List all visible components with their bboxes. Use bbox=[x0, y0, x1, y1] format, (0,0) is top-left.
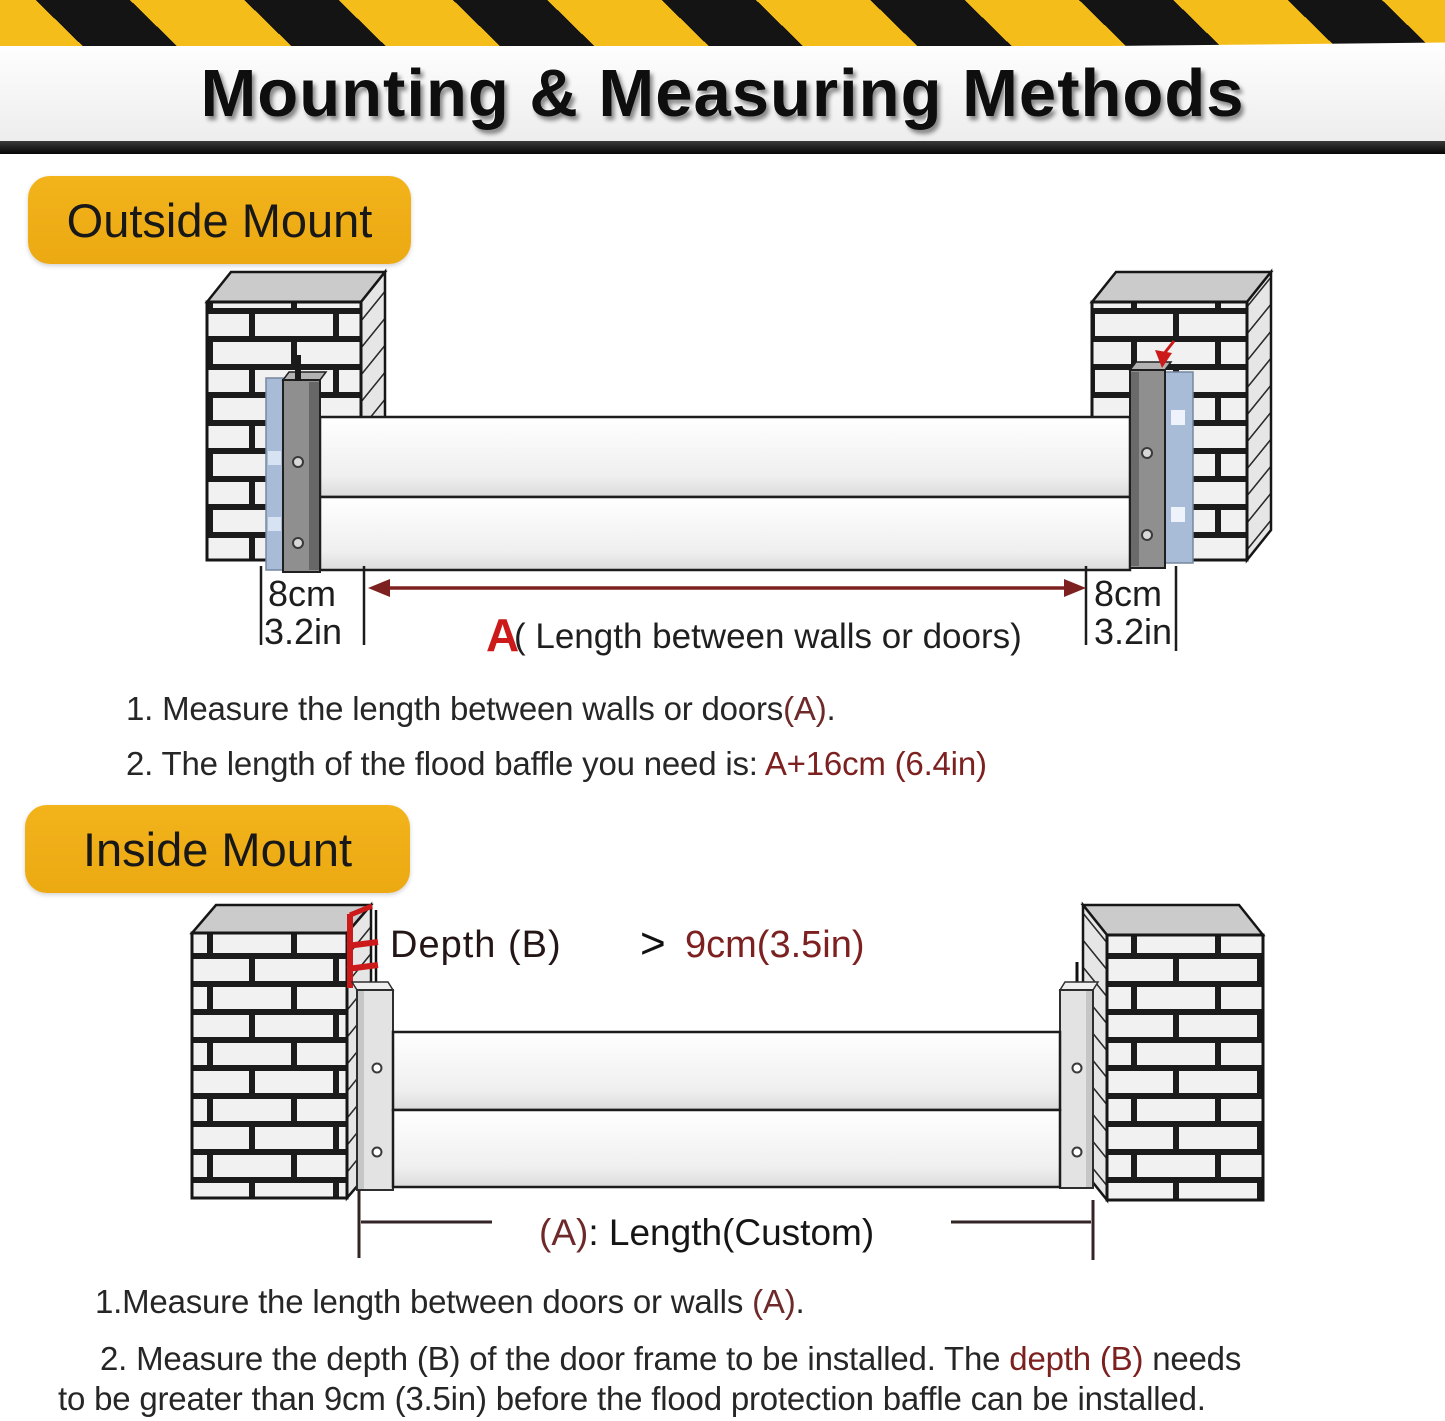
outside-right-wall-rail bbox=[1165, 372, 1193, 563]
outside-mount-badge bbox=[28, 176, 411, 264]
page-title: Mounting & Measuring Methods bbox=[200, 56, 1245, 131]
screw-icon bbox=[373, 1148, 382, 1157]
depth-value-label: 9cm(3.5in) bbox=[685, 924, 865, 966]
right-gap-cm-label: 8cm bbox=[1094, 573, 1163, 614]
screw-icon bbox=[1142, 530, 1152, 540]
outside-step-2: 2. The length of the flood baffle you need is: A+16cm (6.4in) bbox=[126, 745, 987, 782]
inside-right-brick-pillar bbox=[1083, 905, 1263, 1200]
depth-label: Depth (B) bbox=[390, 924, 562, 966]
right-gap-in-label: 3.2in bbox=[1094, 611, 1173, 652]
inside-left-brick-pillar bbox=[192, 905, 371, 1198]
inside-length-annotation bbox=[359, 1190, 1093, 1260]
screw-icon bbox=[1073, 1148, 1082, 1157]
outside-step-1: 1. Measure the length between walls or doors(A). bbox=[126, 690, 836, 727]
inside-mount-badge-label: Inside Mount bbox=[82, 822, 353, 876]
outside-mount-steps bbox=[126, 690, 1276, 800]
span-description-label: ( Length between walls or doors) bbox=[514, 617, 1022, 656]
inside-step-2-line-1: 2. Measure the depth (B) of the door frame to be installed. The depth (B) needs bbox=[100, 1340, 1242, 1377]
length-label: : Length(Custom) bbox=[588, 1212, 875, 1253]
inside-mount-badge bbox=[25, 805, 410, 893]
screw-icon bbox=[1142, 448, 1152, 458]
inside-mount-steps bbox=[58, 1282, 1398, 1419]
screw-icon bbox=[1073, 1064, 1082, 1073]
outside-left-mounting-channel bbox=[283, 355, 326, 572]
inside-step-2-line-2: to be greater than 9cm (3.5in) before the flood protection baffle can be installed. bbox=[58, 1380, 1206, 1417]
inside-step-1: 1.Measure the length between doors or walls (A). bbox=[95, 1283, 805, 1320]
title-divider-bar bbox=[0, 141, 1445, 154]
outside-mount-diagram bbox=[0, 255, 1445, 660]
svg-text:(A): Length(Custom) bbox=[539, 1212, 874, 1253]
greater-than-symbol: > bbox=[640, 919, 666, 968]
screw-icon bbox=[293, 538, 303, 548]
left-gap-in-label: 3.2in bbox=[264, 611, 343, 652]
screw-icon bbox=[293, 457, 303, 467]
outside-dimension-annotation bbox=[261, 566, 1176, 660]
length-letter-label: (A) bbox=[539, 1212, 589, 1253]
inside-right-mounting-channel bbox=[1060, 962, 1098, 1188]
anchor-pin-icon bbox=[295, 355, 301, 381]
inside-flood-barrier-boards bbox=[393, 1032, 1060, 1187]
inside-left-mounting-channel bbox=[352, 982, 393, 1190]
outside-left-wall-rail bbox=[266, 378, 283, 570]
inside-mount-diagram bbox=[0, 900, 1445, 1280]
left-gap-cm-label: 8cm bbox=[268, 573, 337, 614]
depth-annotation bbox=[390, 919, 865, 968]
outside-mount-badge-label: Outside Mount bbox=[66, 193, 373, 247]
outside-flood-barrier-boards bbox=[320, 417, 1130, 570]
screw-icon bbox=[373, 1064, 382, 1073]
title-band bbox=[0, 46, 1445, 141]
span-letter-label: A bbox=[486, 609, 520, 660]
